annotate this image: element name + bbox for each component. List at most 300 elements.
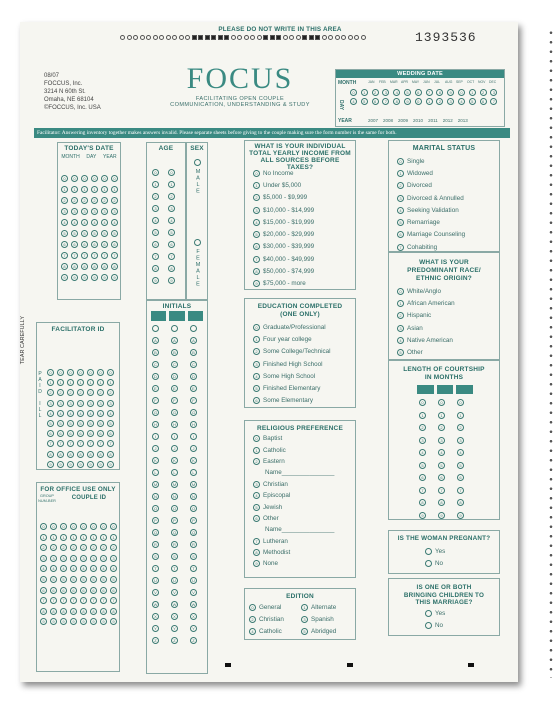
facilitator-digit-bubble[interactable]: 8: [67, 451, 74, 458]
facilitator-digit-bubble[interactable]: 0: [47, 369, 54, 376]
facilitator-digit-bubble[interactable]: 5: [57, 420, 64, 427]
wedding-year-option[interactable]: 2007: [368, 118, 379, 123]
edition-option[interactable]: [249, 601, 301, 613]
wedding-day-bubble[interactable]: 5: [361, 98, 368, 105]
edition-option-bubble[interactable]: 5: [301, 628, 308, 635]
education-option[interactable]: [253, 382, 331, 394]
office-digit-bubble[interactable]: 2: [40, 544, 47, 551]
initial-letter-bubble[interactable]: J: [190, 445, 197, 452]
facilitator-digit-bubble[interactable]: 7: [77, 440, 84, 447]
office-digit-bubble[interactable]: 1: [110, 534, 117, 541]
facilitator-digit-bubble[interactable]: 4: [57, 410, 64, 417]
date-digit-bubble[interactable]: 6: [111, 241, 118, 248]
religion-option-bubble[interactable]: 8: [253, 549, 260, 556]
facilitator-digit-bubble[interactable]: 6: [97, 430, 104, 437]
office-digit-bubble[interactable]: 4: [50, 565, 57, 572]
initial-letter-bubble[interactable]: G: [172, 410, 177, 415]
education-option[interactable]: [253, 358, 331, 370]
facilitator-digit-bubble[interactable]: 4: [107, 410, 114, 417]
office-bubbles[interactable]: [40, 523, 120, 625]
courtship-digit-bubble[interactable]: 8: [457, 499, 464, 506]
facilitator-digit-bubble[interactable]: 6: [67, 430, 74, 437]
facilitator-digit-bubble[interactable]: 2: [97, 389, 104, 396]
edition-option-bubble[interactable]: 4: [249, 628, 256, 635]
wedding-year-option[interactable]: 2008: [383, 118, 394, 123]
office-digit-bubble[interactable]: 1: [80, 534, 87, 541]
date-digit-bubble[interactable]: 8: [81, 263, 88, 270]
date-digit-bubble[interactable]: 5: [111, 230, 118, 237]
income-option-bubble[interactable]: 1: [253, 182, 260, 189]
wedding-day-bubble[interactable]: 7: [490, 98, 497, 105]
office-digit-bubble[interactable]: 9: [40, 618, 47, 625]
facilitator-digit-bubble[interactable]: 3: [107, 400, 114, 407]
initial-letter-bubble[interactable]: F: [171, 397, 178, 404]
office-digit-bubble[interactable]: 6: [40, 587, 47, 594]
age-digit-bubble[interactable]: 4: [168, 217, 175, 224]
office-digit-bubble[interactable]: 2: [70, 544, 77, 551]
initial-letter-bubble[interactable]: H: [152, 421, 159, 428]
age-digit-bubble[interactable]: 2: [168, 193, 175, 200]
facilitator-digit-bubble[interactable]: 3: [97, 400, 104, 407]
office-digit-bubble[interactable]: 6: [50, 587, 57, 594]
courtship-digit-bubble[interactable]: 9: [457, 512, 464, 519]
religion-option-bubble[interactable]: 5: [253, 504, 260, 511]
initial-letter-bubble[interactable]: N: [190, 493, 197, 500]
religion-option[interactable]: [253, 536, 334, 547]
office-digit-bubble[interactable]: 1: [70, 534, 77, 541]
facilitator-digit-bubble[interactable]: 7: [67, 440, 74, 447]
date-digit-bubble[interactable]: 3: [71, 208, 78, 215]
income-option[interactable]: [253, 216, 314, 228]
marital-option[interactable]: [397, 155, 465, 167]
date-digit-bubble[interactable]: 3: [61, 208, 68, 215]
office-digit-bubble[interactable]: 5: [90, 576, 97, 583]
wedding-day-bubble[interactable]: 3: [490, 89, 497, 96]
date-digit-bubble[interactable]: 7: [61, 252, 68, 259]
initial-letter-bubble[interactable]: G: [153, 410, 158, 415]
initial-letter-bubble[interactable]: C: [152, 361, 159, 368]
date-digit-bubble[interactable]: 7: [81, 252, 88, 259]
facilitator-digit-bubble[interactable]: 9: [67, 461, 74, 468]
date-digit-bubble[interactable]: 0: [101, 175, 108, 182]
office-digit-bubble[interactable]: 5: [110, 576, 117, 583]
race-option-bubble[interactable]: 4: [397, 337, 404, 344]
date-digit-bubble[interactable]: 0: [111, 175, 118, 182]
edition-option[interactable]: [301, 601, 353, 613]
marital-option-bubble[interactable]: 3: [397, 195, 404, 202]
initial-letter-bubble[interactable]: Y: [171, 625, 178, 632]
date-digit-bubble[interactable]: 9: [81, 274, 88, 281]
date-digit-bubble[interactable]: 5: [71, 230, 78, 237]
date-digit-bubble[interactable]: 7: [91, 252, 98, 259]
race-option-bubble[interactable]: 5: [397, 349, 404, 356]
pregnant-yes[interactable]: [425, 545, 445, 557]
religion-option-bubble[interactable]: 4: [253, 492, 260, 499]
race-option[interactable]: [397, 285, 455, 297]
wedding-day-bubble[interactable]: 0: [458, 89, 465, 96]
education-option[interactable]: [253, 370, 331, 382]
date-digit-bubble[interactable]: 0: [91, 175, 98, 182]
initial-letter-bubble[interactable]: H: [171, 421, 178, 428]
age-bubbles[interactable]: [152, 169, 184, 284]
wedding-day-bubble[interactable]: 2: [436, 98, 443, 105]
office-digit-bubble[interactable]: 0: [100, 523, 107, 530]
office-digit-bubble[interactable]: 4: [100, 565, 107, 572]
courtship-digit-bubble[interactable]: 1: [457, 412, 464, 419]
initial-letter-bubble[interactable]: I: [171, 433, 178, 440]
date-digit-bubble[interactable]: 0: [81, 175, 88, 182]
wedding-year-option[interactable]: 2009: [398, 118, 409, 123]
facilitator-digit-bubble[interactable]: 5: [87, 420, 94, 427]
children-no[interactable]: [425, 619, 445, 631]
office-digit-bubble[interactable]: 8: [100, 608, 107, 615]
religion-option[interactable]: [253, 501, 334, 512]
income-option-bubble[interactable]: 2: [253, 194, 260, 201]
race-option-bubble[interactable]: 1: [397, 300, 404, 307]
office-digit-bubble[interactable]: 2: [50, 544, 57, 551]
income-option[interactable]: [253, 265, 314, 277]
date-digit-bubble[interactable]: 4: [81, 219, 88, 226]
religion-option[interactable]: [253, 490, 334, 501]
initial-letter-bubble[interactable]: Q: [191, 530, 196, 535]
office-digit-bubble[interactable]: 8: [70, 608, 77, 615]
edition-option-bubble[interactable]: 2: [249, 616, 256, 623]
facilitator-digit-bubble[interactable]: 8: [87, 451, 94, 458]
courtship-digit-bubble[interactable]: 2: [438, 424, 445, 431]
courtship-digit-bubble[interactable]: 5: [419, 462, 426, 469]
office-digit-bubble[interactable]: 9: [50, 618, 57, 625]
office-digit-bubble[interactable]: 1: [60, 534, 67, 541]
facilitator-digit-bubble[interactable]: 9: [97, 461, 104, 468]
courtship-bubbles[interactable]: [419, 399, 476, 519]
age-digit-bubble[interactable]: 0: [168, 169, 175, 176]
office-digit-bubble[interactable]: 8: [60, 608, 67, 615]
facilitator-digit-bubble[interactable]: 0: [57, 369, 64, 376]
office-digit-bubble[interactable]: 6: [60, 587, 67, 594]
office-digit-bubble[interactable]: 9: [90, 618, 97, 625]
courtship-digit-bubble[interactable]: 7: [419, 487, 426, 494]
initial-letter-bubble[interactable]: X: [171, 613, 178, 620]
initial-letter-bubble[interactable]: J: [152, 445, 159, 452]
office-digit-bubble[interactable]: 5: [80, 576, 87, 583]
office-digit-bubble[interactable]: 5: [50, 576, 57, 583]
facilitator-digit-bubble[interactable]: 5: [77, 420, 84, 427]
office-digit-bubble[interactable]: 6: [110, 587, 117, 594]
courtship-digit-bubble[interactable]: 5: [438, 462, 445, 469]
religion-option-bubble[interactable]: 9: [253, 560, 260, 567]
office-digit-bubble[interactable]: 3: [110, 555, 117, 562]
todays-date-bubbles[interactable]: [61, 175, 121, 281]
date-digit-bubble[interactable]: 1: [81, 186, 88, 193]
initial-letter-bubble[interactable]: [152, 325, 159, 332]
office-digit-bubble[interactable]: 5: [60, 576, 67, 583]
initial-letter-bubble[interactable]: L: [171, 469, 178, 476]
income-option[interactable]: [253, 228, 314, 240]
date-digit-bubble[interactable]: 4: [111, 219, 118, 226]
facilitator-digit-bubble[interactable]: 0: [67, 369, 74, 376]
initial-letter-bubble[interactable]: R: [171, 541, 178, 548]
date-digit-bubble[interactable]: 2: [111, 197, 118, 204]
facilitator-digit-bubble[interactable]: 2: [77, 389, 84, 396]
age-digit-bubble[interactable]: 8: [152, 265, 159, 272]
facilitator-digit-bubble[interactable]: 8: [97, 451, 104, 458]
initial-letter-bubble[interactable]: L: [152, 469, 159, 476]
age-digit-bubble[interactable]: 8: [168, 265, 175, 272]
office-digit-bubble[interactable]: 7: [80, 597, 87, 604]
religion-option[interactable]: [253, 479, 334, 490]
initial-letter-bubble[interactable]: A: [190, 337, 197, 344]
initial-letter-bubble[interactable]: Q: [153, 530, 158, 535]
male-bubble[interactable]: [194, 159, 201, 166]
courtship-digit-bubble[interactable]: 0: [438, 399, 445, 406]
wedding-year-option[interactable]: 2010: [413, 118, 424, 123]
office-digit-bubble[interactable]: 7: [90, 597, 97, 604]
office-digit-bubble[interactable]: 4: [40, 565, 47, 572]
office-digit-bubble[interactable]: 0: [80, 523, 87, 530]
wedding-day-bubble[interactable]: 5: [404, 89, 411, 96]
edition-option[interactable]: [249, 613, 301, 625]
initial-letter-bubble[interactable]: Y: [152, 625, 159, 632]
facilitator-digit-bubble[interactable]: 8: [107, 451, 114, 458]
facilitator-digit-bubble[interactable]: 2: [67, 389, 74, 396]
edition-option[interactable]: [301, 626, 353, 638]
age-digit-bubble[interactable]: 3: [168, 205, 175, 212]
marital-option-bubble[interactable]: 5: [397, 219, 404, 226]
religion-option[interactable]: [253, 456, 334, 467]
facilitator-digit-bubble[interactable]: 1: [47, 379, 54, 386]
religion-option-bubble[interactable]: 6: [253, 515, 260, 522]
wedding-day-bubble[interactable]: 8: [436, 89, 443, 96]
wedding-day-bubble[interactable]: 7: [426, 89, 433, 96]
age-digit-bubble[interactable]: 5: [152, 229, 159, 236]
initial-letter-bubble[interactable]: E: [171, 385, 178, 392]
date-digit-bubble[interactable]: 2: [71, 197, 78, 204]
courtship-digit-bubble[interactable]: 2: [419, 424, 426, 431]
marital-option-bubble[interactable]: 6: [397, 231, 404, 238]
age-digit-bubble[interactable]: 4: [152, 217, 159, 224]
wedding-day-bubble[interactable]: 4: [458, 98, 465, 105]
office-digit-bubble[interactable]: 1: [50, 534, 57, 541]
office-digit-bubble[interactable]: 3: [40, 555, 47, 562]
education-option[interactable]: [253, 395, 331, 407]
initial-letter-bubble[interactable]: O: [191, 506, 196, 511]
education-option-bubble[interactable]: 1: [253, 336, 260, 343]
marital-option[interactable]: [397, 180, 465, 192]
office-digit-bubble[interactable]: 6: [100, 587, 107, 594]
initial-letter-bubble[interactable]: C: [171, 361, 178, 368]
wedding-day-bubbles[interactable]: [350, 89, 501, 105]
marital-option[interactable]: [397, 216, 465, 228]
initial-letter-bubble[interactable]: D: [152, 373, 159, 380]
facilitator-digit-bubble[interactable]: 4: [67, 410, 74, 417]
wedding-day-bubble[interactable]: 1: [426, 98, 433, 105]
office-digit-bubble[interactable]: 0: [110, 523, 117, 530]
religion-option[interactable]: [253, 558, 334, 569]
date-digit-bubble[interactable]: 4: [101, 219, 108, 226]
initial-letter-bubble[interactable]: U: [152, 577, 159, 584]
date-digit-bubble[interactable]: 6: [81, 241, 88, 248]
marital-option-bubble[interactable]: 2: [397, 182, 404, 189]
date-digit-bubble[interactable]: 6: [101, 241, 108, 248]
wedding-day-bubble[interactable]: 9: [447, 89, 454, 96]
facilitator-digit-bubble[interactable]: 4: [47, 410, 54, 417]
courtship-digit-bubble[interactable]: 4: [457, 449, 464, 456]
initial-letter-bubble[interactable]: T: [190, 565, 197, 572]
initial-letter-bubble[interactable]: K: [152, 457, 159, 464]
initial-letter-bubble[interactable]: P: [171, 517, 178, 524]
date-digit-bubble[interactable]: 5: [81, 230, 88, 237]
marital-option[interactable]: [397, 204, 465, 216]
income-option-bubble[interactable]: 8: [253, 268, 260, 275]
religion-option[interactable]: [253, 513, 334, 524]
initial-letter-bubble[interactable]: R: [152, 541, 159, 548]
age-digit-bubble[interactable]: 7: [152, 253, 159, 260]
courtship-digit-bubble[interactable]: 6: [457, 474, 464, 481]
office-digit-bubble[interactable]: 7: [110, 597, 117, 604]
courtship-digit-bubble[interactable]: 8: [419, 499, 426, 506]
initial-letter-bubble[interactable]: X: [152, 613, 159, 620]
education-option[interactable]: [253, 333, 331, 345]
initial-letter-bubble[interactable]: W: [191, 602, 196, 607]
religion-option-bubble[interactable]: 2: [253, 458, 260, 465]
religion-option[interactable]: [253, 433, 334, 444]
age-digit-bubble[interactable]: 9: [168, 277, 175, 284]
religion-option-bubble[interactable]: 0: [253, 435, 260, 442]
edition-option[interactable]: [249, 626, 301, 638]
religion-name-line[interactable]: Name_______________: [265, 469, 335, 477]
initial-letter-bubble[interactable]: S: [190, 553, 197, 560]
religion-option-bubble[interactable]: 1: [253, 447, 260, 454]
office-digit-bubble[interactable]: 8: [80, 608, 87, 615]
initial-letter-bubble[interactable]: L: [190, 469, 197, 476]
marital-option-bubble[interactable]: 0: [397, 158, 404, 165]
wedding-year-row[interactable]: [368, 118, 468, 123]
income-option[interactable]: [253, 167, 314, 179]
income-option-bubble[interactable]: 3: [253, 207, 260, 214]
date-digit-bubble[interactable]: 9: [101, 274, 108, 281]
facilitator-digit-bubble[interactable]: 0: [87, 369, 94, 376]
education-option-bubble[interactable]: 2: [253, 348, 260, 355]
wedding-day-bubble[interactable]: 5: [469, 98, 476, 105]
date-digit-bubble[interactable]: 4: [91, 219, 98, 226]
date-digit-bubble[interactable]: 2: [91, 197, 98, 204]
date-digit-bubble[interactable]: 1: [111, 186, 118, 193]
facilitator-digit-bubble[interactable]: 5: [47, 420, 54, 427]
income-option-bubble[interactable]: 0: [253, 170, 260, 177]
initial-letter-bubble[interactable]: B: [152, 349, 159, 356]
facilitator-digit-bubble[interactable]: 2: [107, 389, 114, 396]
office-digit-bubble[interactable]: 4: [110, 565, 117, 572]
office-digit-bubble[interactable]: 9: [70, 618, 77, 625]
facilitator-digit-bubble[interactable]: 4: [87, 410, 94, 417]
initial-letter-bubble[interactable]: Z: [171, 637, 178, 644]
initial-letter-bubble[interactable]: V: [190, 589, 197, 596]
education-option-bubble[interactable]: 4: [253, 373, 260, 380]
date-digit-bubble[interactable]: 6: [61, 241, 68, 248]
marital-option[interactable]: [397, 229, 465, 241]
facilitator-digit-bubble[interactable]: 3: [47, 400, 54, 407]
income-option[interactable]: [253, 241, 314, 253]
wedding-day-bubble[interactable]: 0: [415, 98, 422, 105]
wedding-day-bubble[interactable]: 7: [382, 98, 389, 105]
wedding-day-bubble[interactable]: 2: [480, 89, 487, 96]
education-option[interactable]: [253, 346, 331, 358]
wedding-day-bubble[interactable]: 0: [350, 89, 357, 96]
race-option[interactable]: [397, 297, 455, 309]
wedding-day-bubble[interactable]: 3: [447, 98, 454, 105]
wedding-day-bubble[interactable]: 8: [393, 98, 400, 105]
marital-option[interactable]: [397, 192, 465, 204]
office-digit-bubble[interactable]: 2: [90, 544, 97, 551]
office-digit-bubble[interactable]: 2: [60, 544, 67, 551]
age-digit-bubble[interactable]: 6: [152, 241, 159, 248]
initial-letter-bubble[interactable]: I: [190, 433, 197, 440]
religion-option-bubble[interactable]: 3: [253, 481, 260, 488]
marital-option-bubble[interactable]: 7: [397, 244, 404, 251]
facilitator-digit-bubble[interactable]: 1: [87, 379, 94, 386]
office-digit-bubble[interactable]: 1: [100, 534, 107, 541]
wedding-year-option[interactable]: 2012: [442, 118, 453, 123]
initial-letter-bubble[interactable]: K: [171, 457, 178, 464]
initial-letter-bubble[interactable]: O: [153, 506, 158, 511]
office-digit-bubble[interactable]: 1: [90, 534, 97, 541]
office-digit-bubble[interactable]: 3: [80, 555, 87, 562]
facilitator-digit-bubble[interactable]: 6: [57, 430, 64, 437]
office-digit-bubble[interactable]: 8: [110, 608, 117, 615]
courtship-digit-bubble[interactable]: 2: [457, 424, 464, 431]
facilitator-digit-bubble[interactable]: 1: [67, 379, 74, 386]
office-digit-bubble[interactable]: 5: [100, 576, 107, 583]
initial-letter-bubble[interactable]: D: [171, 373, 178, 380]
wedding-day-bubble[interactable]: 6: [480, 98, 487, 105]
facilitator-digit-bubble[interactable]: 4: [77, 410, 84, 417]
children-yes[interactable]: [425, 607, 445, 619]
courtship-digit-bubble[interactable]: 9: [419, 512, 426, 519]
office-digit-bubble[interactable]: 8: [50, 608, 57, 615]
facilitator-digit-bubble[interactable]: 8: [77, 451, 84, 458]
initial-letter-bubble[interactable]: W: [172, 602, 177, 607]
race-option-bubble[interactable]: 0: [397, 288, 404, 295]
race-option[interactable]: [397, 310, 455, 322]
initial-letter-bubble[interactable]: [171, 325, 178, 332]
facilitator-digit-bubble[interactable]: 6: [107, 430, 114, 437]
wedding-day-bubble[interactable]: 4: [350, 98, 357, 105]
courtship-digit-bubble[interactable]: 4: [438, 449, 445, 456]
facilitator-digit-bubble[interactable]: 0: [97, 369, 104, 376]
wedding-day-bubble[interactable]: 1: [469, 89, 476, 96]
office-digit-bubble[interactable]: 4: [70, 565, 77, 572]
initial-letter-bubble[interactable]: M: [153, 482, 158, 487]
facilitator-digit-bubble[interactable]: 7: [47, 440, 54, 447]
office-digit-bubble[interactable]: 2: [80, 544, 87, 551]
office-digit-bubble[interactable]: 0: [40, 523, 47, 530]
initial-letter-bubble[interactable]: U: [190, 577, 197, 584]
race-option[interactable]: [397, 346, 455, 358]
date-digit-bubble[interactable]: 8: [101, 263, 108, 270]
office-digit-bubble[interactable]: 7: [50, 597, 57, 604]
courtship-digit-bubble[interactable]: 6: [419, 474, 426, 481]
age-digit-bubble[interactable]: 3: [152, 205, 159, 212]
age-digit-bubble[interactable]: 1: [152, 181, 159, 188]
initial-letter-bubble[interactable]: W: [153, 602, 158, 607]
facilitator-digit-bubble[interactable]: 2: [47, 389, 54, 396]
office-digit-bubble[interactable]: 9: [110, 618, 117, 625]
courtship-digit-bubble[interactable]: 3: [457, 437, 464, 444]
office-digit-bubble[interactable]: 3: [100, 555, 107, 562]
courtship-digit-bubble[interactable]: 6: [438, 474, 445, 481]
age-digit-bubble[interactable]: 6: [168, 241, 175, 248]
initials-bubbles[interactable]: [152, 325, 209, 644]
